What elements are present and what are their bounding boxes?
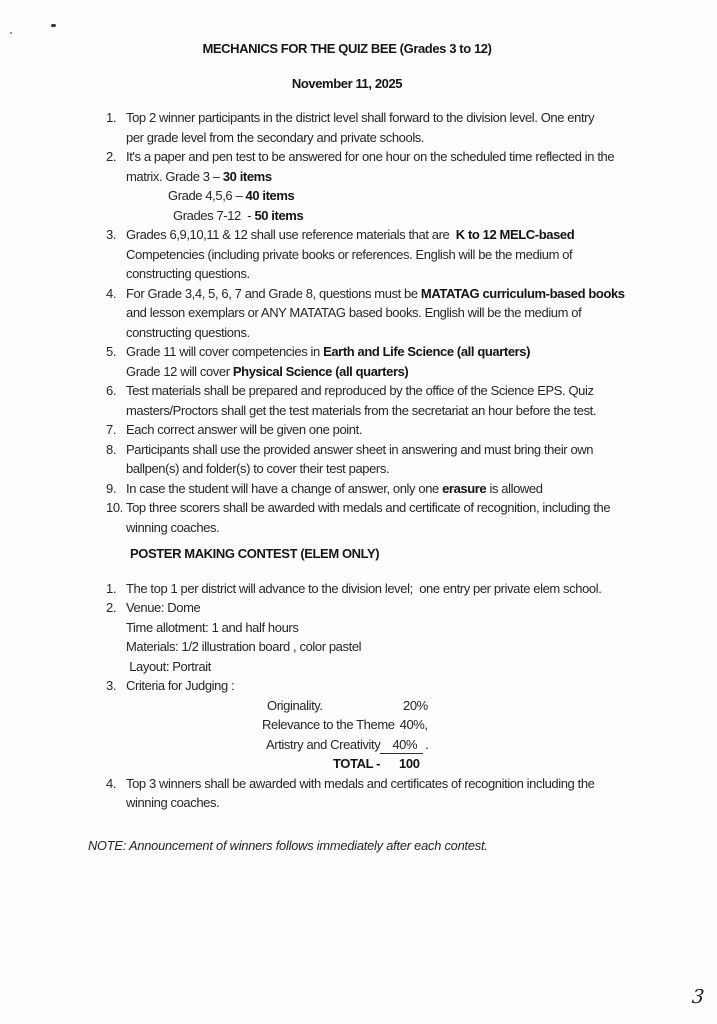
text-line: Venue: Dome xyxy=(126,600,201,615)
poster-contest-heading: POSTER MAKING CONTEST (ELEM ONLY) xyxy=(130,546,380,561)
list-item xyxy=(88,342,717,381)
text-line: Grades 6,9,10,11 & 12 shall use reference materials that are K to 12 MELC-based xyxy=(126,227,575,242)
item-number: 1. xyxy=(106,110,117,125)
text-line: per grade level from the secondary and private schools. xyxy=(126,129,425,145)
list-item xyxy=(88,774,717,813)
text-line: constructing questions. xyxy=(126,266,250,281)
criteria-row: Originality. 20% xyxy=(267,697,428,713)
text-line: For Grade 3,4, 5, 6, 7 and Grade 8, questions must be MATATAG curriculum-based books xyxy=(126,285,625,301)
item-number: 8. xyxy=(106,441,117,457)
text-line: Top 2 winner participants in the district level shall forward to the division level. One entry xyxy=(126,110,595,125)
text-line: Time allotment: 1 and half hours xyxy=(126,619,299,635)
item-number: 4. xyxy=(106,285,117,301)
item-number: 9. xyxy=(106,480,117,496)
text-line: Grades 7-12 - 50 items xyxy=(173,207,304,223)
criteria-row: Artistry and Creativity 40% . xyxy=(266,736,429,752)
document-title: MECHANICS FOR THE QUIZ BEE (Grades 3 to 12) xyxy=(202,41,492,56)
text-line: matrix. Grade 3 – 30 items xyxy=(126,168,272,184)
item-number: 6. xyxy=(106,383,117,398)
ink-dot-mark xyxy=(51,24,56,27)
item-number: 1. xyxy=(106,580,117,596)
text-line: In case the student will have a change of answer, only one erasure is allowed xyxy=(126,480,543,496)
document-header xyxy=(88,39,606,93)
list-item xyxy=(88,498,717,537)
text-line: ballpen(s) and folder(s) to cover their test papers. xyxy=(126,461,390,476)
text-line: Grade 4,5,6 – 40 items xyxy=(168,188,295,203)
item-number: 2. xyxy=(106,149,117,164)
ink-dot-mark xyxy=(10,32,12,34)
list-item xyxy=(88,225,717,284)
list-item xyxy=(88,108,717,147)
text-line: and lesson exemplars or ANY MATATAG based books. English will be the medium of xyxy=(126,305,582,320)
list-item xyxy=(88,676,717,774)
item-number: 10. xyxy=(106,500,123,515)
text-line: Participants shall use the provided answer sheet in answering and must bring their own xyxy=(126,441,594,457)
text-line: Competencies (including private books or references. English will be the medium of xyxy=(126,246,573,262)
text-line: It's a paper and pen test to be answered for one hour on the scheduled time reflected in the xyxy=(126,149,615,164)
list-item xyxy=(88,479,717,499)
item-number: 3. xyxy=(106,227,117,242)
document-date: November 11, 2025 xyxy=(291,75,403,91)
item-number: 5. xyxy=(106,344,117,359)
item-number: 4. xyxy=(106,775,117,791)
text-line: Top three scorers shall be awarded with medals and certificate of recognition, including the xyxy=(126,500,611,515)
text-line: Criteria for Judging : xyxy=(126,678,235,693)
handwritten-page-number: 3 xyxy=(691,986,706,1008)
criteria-row: TOTAL - 100 xyxy=(333,756,420,771)
text-line: Layout: Portrait xyxy=(126,658,211,674)
list-item xyxy=(88,598,717,676)
item-number: 2. xyxy=(106,600,117,615)
text-line: Grade 12 will cover Physical Science (all quarters) xyxy=(126,363,409,379)
text-line: Test materials shall be prepared and reproduced by the office of the Science EPS. Quiz xyxy=(126,383,594,398)
note-line: NOTE: Announcement of winners follows immediately after each contest. xyxy=(88,837,488,853)
list-item xyxy=(88,440,717,479)
text-line: Materials: 1/2 illustration board , color pastel xyxy=(126,639,362,654)
list-item xyxy=(88,579,717,599)
list-item xyxy=(88,284,717,343)
text-line: winning coaches. xyxy=(126,519,220,535)
list-item xyxy=(88,381,717,420)
item-number: 7. xyxy=(106,422,117,437)
text-line: The top 1 per district will advance to the division level; one entry per private elem school. xyxy=(126,580,602,596)
criteria-row: Relevance to the Theme 40%, xyxy=(262,717,428,732)
text-line: constructing questions. xyxy=(126,324,250,340)
poster-contest-list xyxy=(88,579,717,813)
text-line: masters/Proctors shall get the test materials from the secretariat an hour before the test. xyxy=(126,402,597,418)
quiz-bee-mechanics-list xyxy=(88,108,717,537)
text-line: Grade 11 will cover competencies in Earth and Life Science (all quarters) xyxy=(126,344,531,359)
text-line: Each correct answer will be given one point. xyxy=(126,422,363,437)
item-number: 3. xyxy=(106,678,117,693)
text-line: Top 3 winners shall be awarded with medals and certificates of recognition including the xyxy=(126,775,595,791)
list-item xyxy=(88,420,717,440)
list-item xyxy=(88,147,717,225)
text-line: winning coaches. xyxy=(126,795,220,810)
